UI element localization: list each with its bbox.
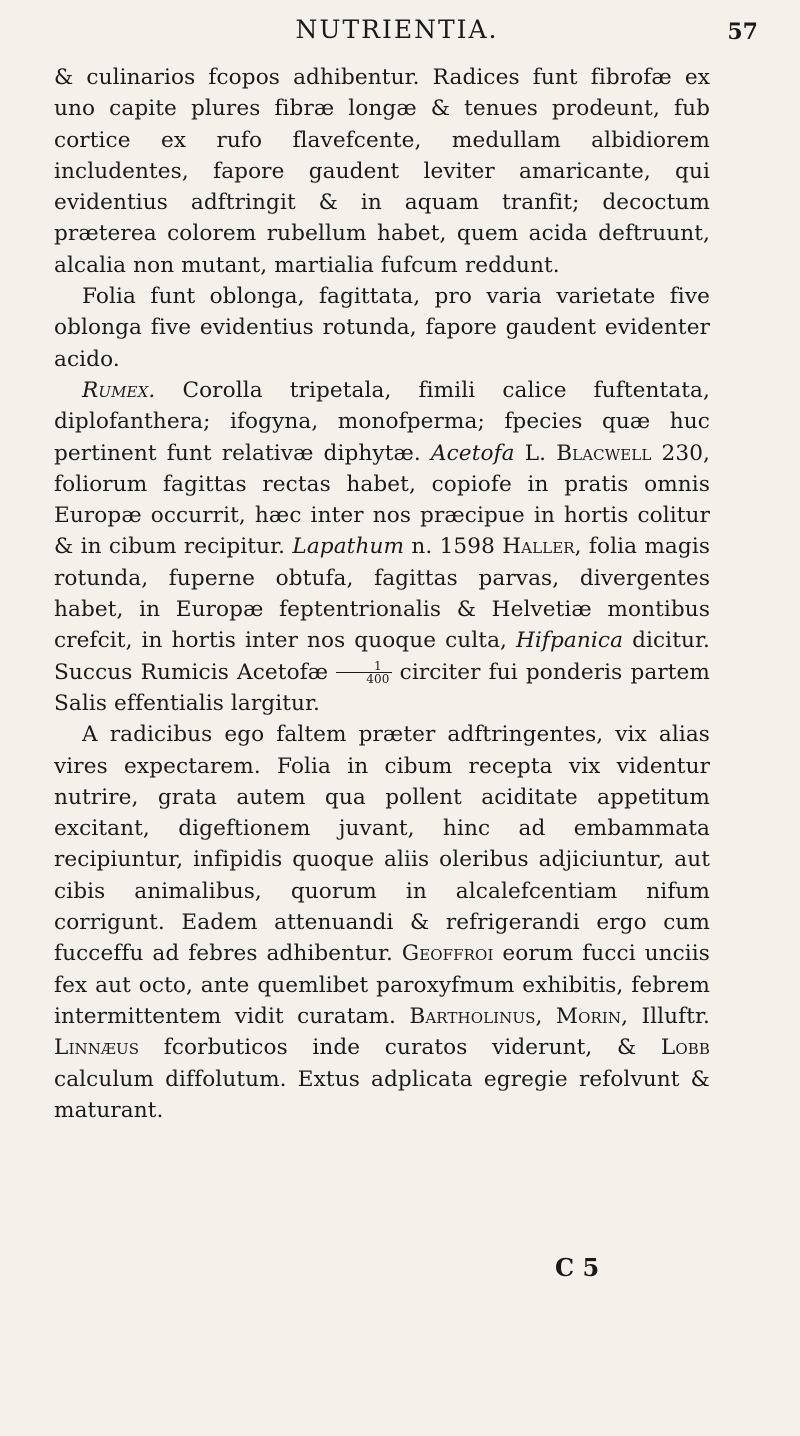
page-number: 57 [727,19,758,45]
author-bartholinus-morin: Bartholinus, Morin, [409,1003,629,1029]
species-acetosa: Acetofa [430,440,515,466]
body-text [54,62,710,1126]
author-lobb: Lobb [660,1035,710,1061]
paragraph-leaves: Folia funt oblonga, fagittata, pro varia varietate five oblonga five evidentius rotunda, fapore gaudent evidenter acido. [54,284,710,372]
running-title: NUTRIENTIA. [295,15,499,44]
genus-name-rumex: Rumex. [82,377,156,403]
signature-mark: C 5 [555,1253,600,1282]
fraction-numerator: 1 [336,660,391,673]
author-geoffroi: Geoffroi [401,941,494,967]
paragraph-roots: & culinarios fcopos adhibentur. Radices funt fibrofæ ex uno capite plures fibræ longæ & tenues prodeunt, fub cortice ex rufo flavefcente, medullam albidiorem includentes, fapore gaudent leviter amaricante, qui evidentius adftringit & in aquam tranfit; decoctum præterea colorem rubellum habet, quem acida deftruunt, alcalia non mutant, martialia fufcum reddunt. [54,65,710,278]
author-blacwell: Blacwell [556,440,652,466]
author-haller: Haller [502,534,575,560]
species-lapathum: Lapathum [292,534,405,560]
author-linnaeus: Linnæus [54,1035,140,1061]
running-head [54,0,758,60]
fraction [336,660,391,685]
paragraph-rumex: Rumex. Corolla tripetala, fimili calice fuftentata, diplofanthera; ifogyna, monofperma; fpecies quæ huc pertinent funt relativæ diphytæ. Acetofa L. Blacwell 230, foliorum fagittas rectas habet, copiofe in pratis omnis Europæ occurrit, hæc inter nos præcipue in hortis colitur & in cibum recipitur. Lapathum n. 1598 Haller, folia magis rotunda, fuperne obtufa, fagittas parvas, divergentes habet, in Europæ feptentrionalis & Helvetiæ montibus crefcit, in hortis inter nos quoque culta, Hifpanica dicitur. Succus Rumicis Acetofæ $\frac{1}{400}$ circiter fui ponderis partem Salis effentialis largitur. [54,377,711,716]
fraction-denominator: 400 [366,672,390,687]
species-hispanica: Hifpanica [515,628,624,654]
paragraph-virtues: A radicibus ego faltem præter adftringentes, vix alias vires expectarem. Folia in cibum recepta vix videntur nutrire, grata autem qua pollent aciditate appetitum excitant, digeftionem juvant, hinc ad embammata recipiuntur, infipidis quoque aliis oleribus adjiciuntur, aut cibis animalibus, quorum in alcalefcentiam nifum corrigunt. Eadem attenuandi & refrigerandi ergo cum fucceffu ad febres adhibentur. Geoffroi eorum fucci unciis fex aut octo, ante quemlibet paroxyfmum exhibitis, febrem intermittentem vidit curatam. Bartholinus, Morin, Illuftr. Linnæus fcorbuticos inde curatos viderunt, & Lobb calculum diffolutum. Extus adplicata egregie refolvunt & maturant. [54,722,710,1123]
